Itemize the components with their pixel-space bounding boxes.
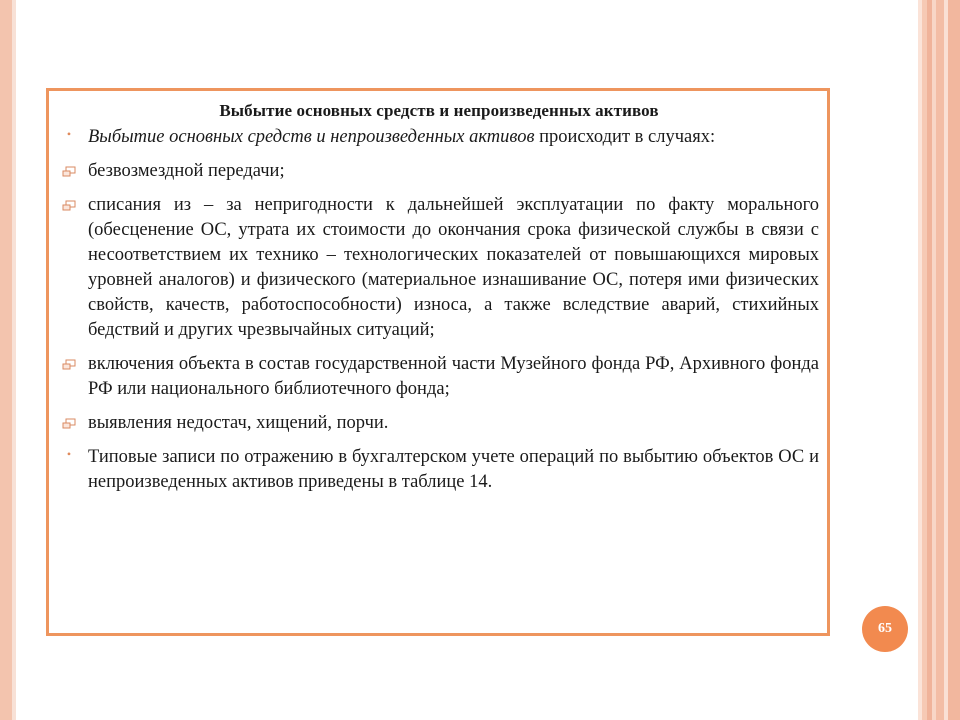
dot-bullet-icon: • <box>66 446 72 461</box>
closing-paragraph <box>59 445 819 495</box>
box-bullet-icon <box>59 355 79 375</box>
right-frame-stripes <box>918 0 960 720</box>
box-bullet-icon <box>59 196 79 216</box>
list-item-text: включения объекта в состав государственной части Музейного фонда РФ, Архивного фонда РФ или национального библиотечного фонда; <box>88 354 819 399</box>
list-item <box>59 411 819 436</box>
intro-text: происходит в случаях: <box>534 127 716 147</box>
left-frame-inner-stripe <box>12 0 16 720</box>
list-item-text: безвозмездной передачи; <box>88 161 285 181</box>
box-bullet-icon <box>59 162 79 182</box>
list-item-text: списания из – за непригодности к дальнейшей эксплуатации по факту морального (обесценение ОС, утрата их стоимости до окончания срока физической службы в связи с несоответствием их технико – технологических показателей от повышающихся мировых уровней аналогов) и физического (материальное изнашивание ОС, потеря ими физических свойств, качеств, работоспособности) износа, а также вследствие аварий, стихийных бедствий и других чрезвычайных ситуаций; <box>88 195 819 340</box>
box-bullet-icon <box>59 414 79 434</box>
list-item-text: выявления недостач, хищений, порчи. <box>88 413 389 433</box>
intro-paragraph <box>59 125 819 150</box>
slide-title: Выбытие основных средств и непроизведенных активов <box>219 101 659 120</box>
slide-content-box <box>46 88 830 636</box>
left-frame-stripe <box>0 0 12 720</box>
intro-italic-text: Выбытие основных средств и непроизведенных активов <box>88 127 535 147</box>
dot-bullet-icon: • <box>66 126 72 141</box>
closing-text: Типовые записи по отражению в бухгалтерском учете операций по выбытию объектов ОС и непроизведенных активов приведены в таблице 14. <box>88 447 819 492</box>
list-item <box>59 193 819 343</box>
page-number-badge: 65 <box>862 606 908 652</box>
list-item <box>59 159 819 184</box>
list-item <box>59 352 819 402</box>
